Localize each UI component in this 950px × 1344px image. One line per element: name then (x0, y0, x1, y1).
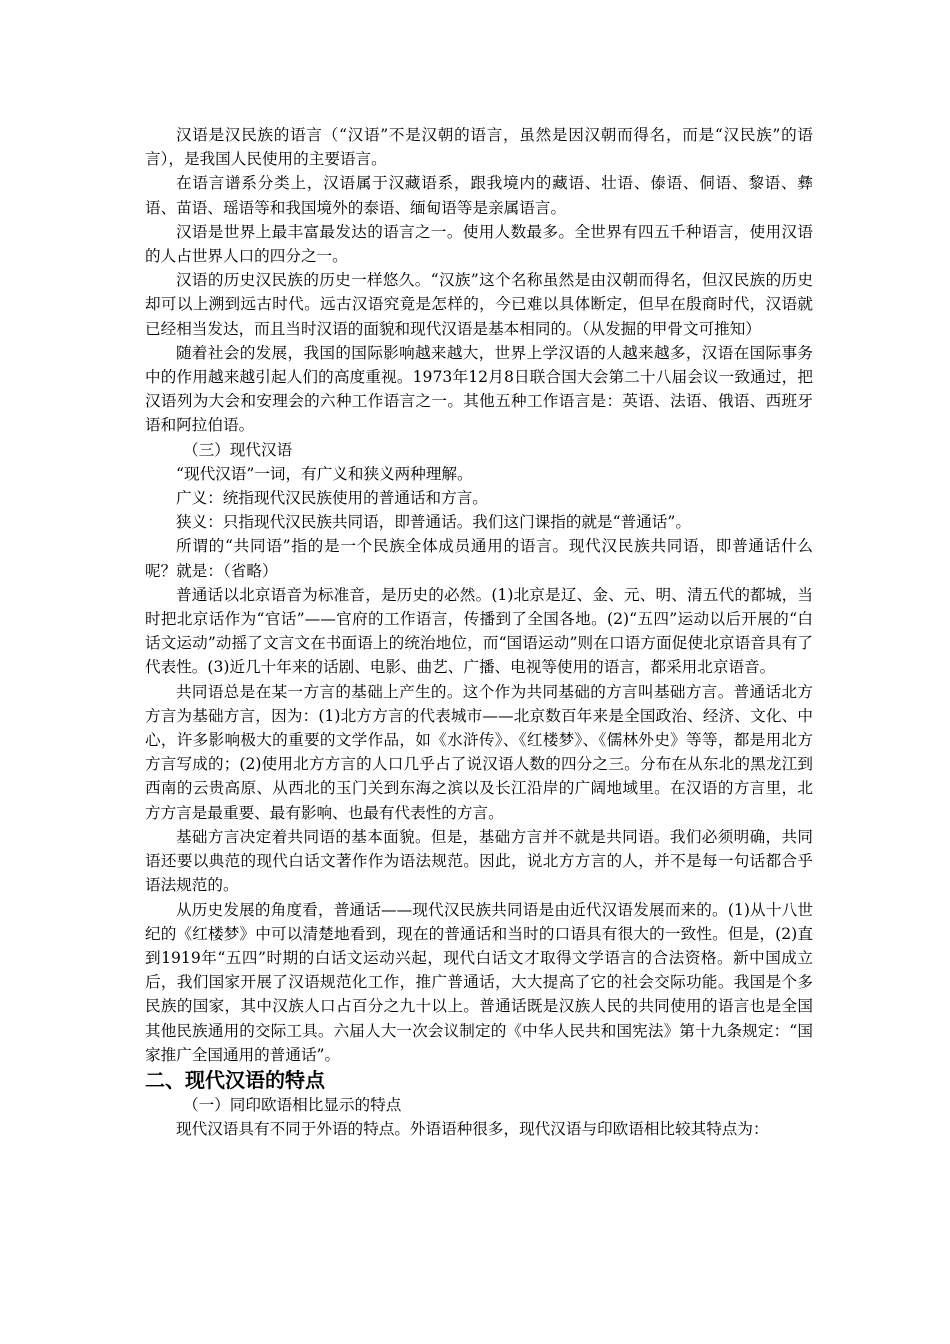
paragraph-base-dialect: 共同语总是在某一方言的基础上产生的。这个作为共同基础的方言叫基础方言。普通话北方方言为基础方言，因为：(1)北方方言的代表城市——北京数百年来是全国政治、经济、文化、中心，许多影响极大的重要的文学作品，如《水浒传》、《红楼梦》、《儒林外史》等等，都是用北方方言写成的；(2)使用北方方言的人口几乎占了说汉语人数的四分之三。分布在从东北的黑龙江到西南的云贵高原、从西北的玉门关到东海之滨以及长江沿岸的广阔地域里。在汉语的方言里，北方方言是最重要、最有影响、也最有代表性的方言。 (145, 682, 813, 822)
paragraph-common-language: 所谓的“共同语”指的是一个民族全体成员通用的语言。现代汉民族共同语，即普通话什么呢？就是：（省略） (145, 537, 813, 580)
paragraph-intro: 汉语是汉民族的语言（“汉语”不是汉朝的语言，虽然是因汉朝而得名，而是“汉民族”的语言），是我国人民使用的主要语言。 (145, 126, 813, 169)
document-page (145, 123, 813, 1141)
paragraph-richest-language: 汉语是世界上最丰富最发达的语言之一。使用人数最多。全世界有四五千种语言，使用汉语的人占世界人口的四分之一。 (145, 222, 813, 266)
paragraph-language-family: 在语言谱系分类上，汉语属于汉藏语系，跟我境内的藏语、壮语、傣语、侗语、黎语、彝语、苗语、瑶语等和我国境外的泰语、缅甸语等是亲属语言。 (145, 174, 813, 217)
paragraph-beijing-pronunciation: 普通话以北京语音为标准音，是历史的必然。(1)北京是辽、金、元、明、清五代的都城，当时把北京话作为“官话”——官府的工作语言，传播到了全国各地。(2)“五四”运动以后开展的“白话文运动”动摇了文言文在书面语上的统治地位，而“国语运动”则在口语方面促使北京语音具有了代表性。(3)近几十年来的话剧、电影、曲艺、广播、电视等使用的语言，都采用北京语音。 (145, 585, 813, 677)
paragraph-features-intro: 现代汉语具有不同于外语的特点。外语语种很多，现代汉语与印欧语相比较其特点为： (176, 1120, 769, 1139)
paragraph-broad-sense: 广义：统指现代汉民族使用的普通话和方言。 (176, 489, 488, 508)
paragraph-international: 随着社会的发展，我国的国际影响越来越大，世界上学汉语的人越来越多，汉语在国际事务中的作用越来越引起人们的高度重视。1973年12月8日联合国大会第二十八届会议一致通过，把汉语列为大会和安理会的六种工作语言之一。其他五种工作语言是：英语、法语、俄语、西班牙语和阿拉伯语。 (145, 343, 813, 435)
paragraph-history: 汉语的历史汉民族的历史一样悠久。“汉族”这个名称虽然是由汉朝而得名，但汉民族的历史却可以上溯到远古时代。远古汉语究竟是怎样的，今已难以具体断定，但早在殷商时代，汉语就已经相当发达，而且当时汉语的面貌和现代汉语是基本相同的。（从发掘的甲骨文可推知） (145, 271, 813, 338)
paragraph-narrow-sense: 狭义：只指现代汉民族共同语，即普通话。我们这门课指的就是“普通话”。 (176, 513, 691, 532)
subheading-modern-chinese: （三）现代汉语 (183, 440, 293, 459)
paragraph-definition: “现代汉语”一词，有广义和狭义两种理解。 (176, 464, 473, 483)
section-heading-features: 二、现代汉语的特点 (145, 1067, 325, 1092)
paragraph-grammar-norm: 基础方言决定着共同语的基本面貌。但是，基础方言并不就是共同语。我们必须明确，共同语还要以典范的现代白话文著作作为语法规范。因此，说北方方言的人，并不是每一句话都合乎语法规范的。 (145, 827, 813, 895)
paragraph-historical-development: 从历史发展的角度看，普通话——现代汉民族共同语是由近代汉语发展而来的。(1)从十八世纪的《红楼梦》中可以清楚地看到，现在的普通话和当时的口语具有很大的一致性。但是，(2)直到1919年“五四”时期的白话文运动兴起，现代白话文才取得文学语言的合法资格。新中国成立后，我们国家开展了汉语规范化工作，推广普通话，大大提高了它的社会交际功能。我国是个多民族的国家，其中汉族人口占百分之九十以上。普通话既是汉族人民的共同使用的语言也是全国其他民族通用的交际工具。六届人大一次会议制定的《中华人民共和国宪法》第十九条规定：“国家推广全国通用的普通话”。 (145, 900, 813, 1064)
subheading-compare-indo-european: （一）同印欧语相比显示的特点 (183, 1095, 402, 1114)
